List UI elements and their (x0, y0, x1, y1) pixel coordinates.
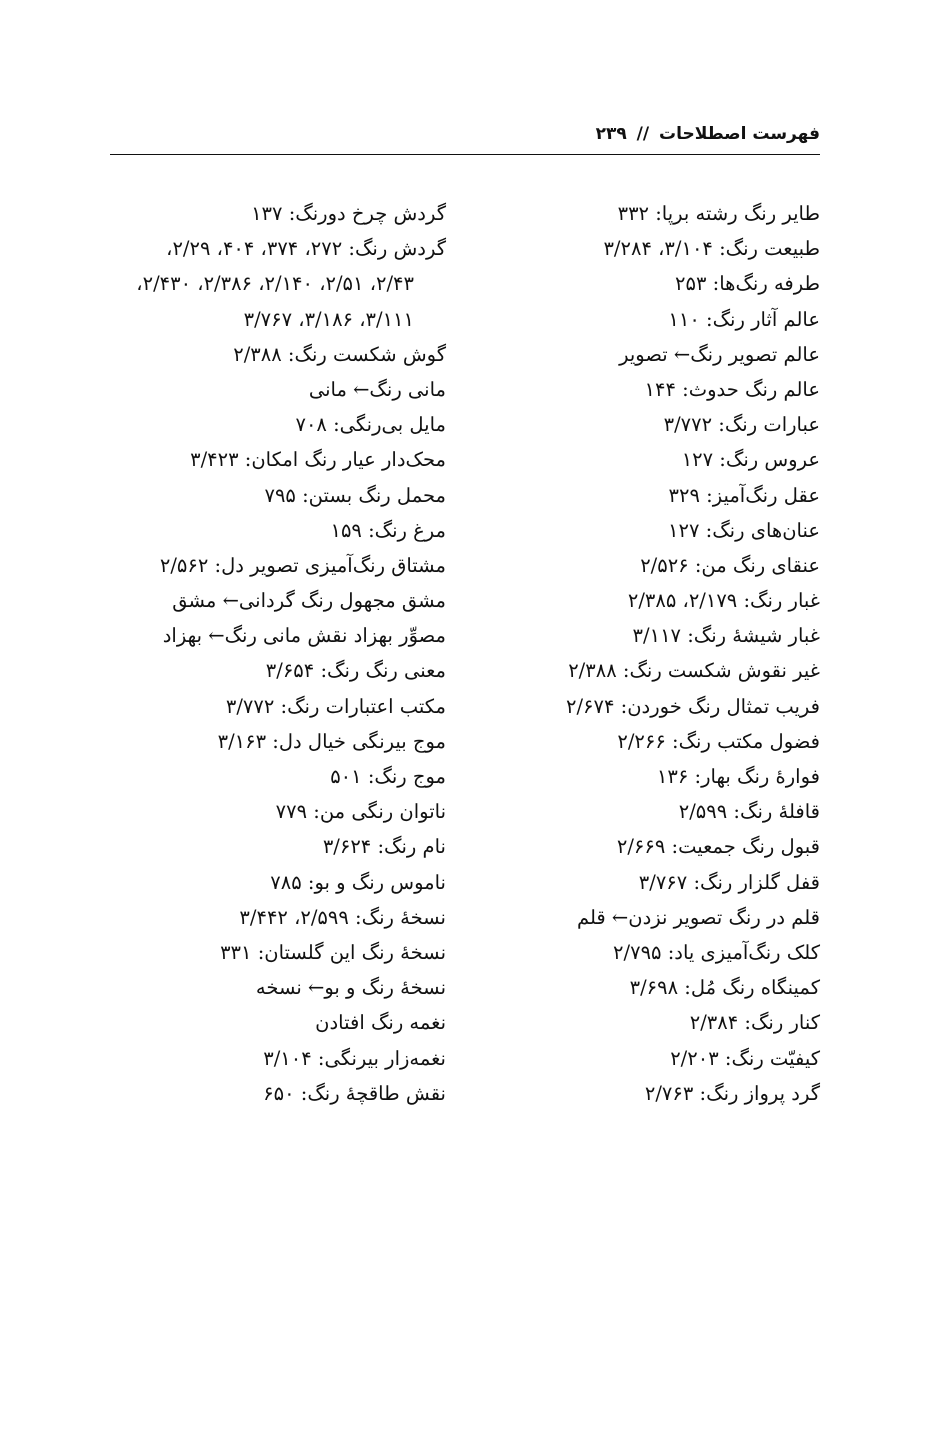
index-column-left (96, 196, 446, 1111)
index-entry: طبیعت رنگ: ۳/۱۰۴، ۳/۲۸۴ (603, 237, 820, 261)
index-entry: عالم تصویر رنگ← تصویر (619, 342, 820, 366)
index-entry: گوش شکست رنگ: ۲/۳۸۸ (233, 342, 446, 366)
index-entry: ناتوان رنگی من: ۷۷۹ (275, 800, 446, 824)
index-entry: معنی رنگ رنگ: ۳/۶۵۴ (265, 659, 446, 683)
index-entry: عقل رنگ‌آمیز: ۳۲۹ (668, 483, 820, 507)
index-entry: فوارهٔ رنگ بهار: ۱۳۶ (656, 765, 820, 788)
index-entry: مشتاق رنگ‌آمیزی تصویر دل: ۲/۵۶۲ (159, 553, 446, 577)
index-entry: مایل بی‌رنگی: ۷۰۸ (295, 413, 446, 437)
index-entry: طایر رنگ رشته برپا: ۳۳۲ (617, 202, 820, 225)
index-entry: عنقای رنگ من: ۲/۵۲۶ (640, 553, 820, 577)
running-head-title: فهرست اصطلاحات (658, 124, 820, 144)
index-entry: مصوِّر بهزاد نقش مانی رنگ← بهزاد (162, 624, 446, 648)
page-number: ۲۳۹ (595, 124, 627, 144)
index-entry: نسخهٔ رنگ: ۲/۵۹۹، ۳/۴۴۲ (239, 905, 446, 929)
index-entry: کمینگاه رنگ مُل: ۳/۶۹۸ (629, 976, 820, 1000)
index-entry: کیفیّت رنگ: ۲/۲۰۳ (670, 1046, 820, 1070)
index-column-right (490, 196, 820, 1111)
index-entry: غیر نقوش شکست رنگ: ۲/۳۸۸ (568, 659, 820, 683)
index-entry: ناموس رنگ و بو: ۷۸۵ (270, 870, 446, 894)
index-entry: غبار شیشهٔ رنگ: ۳/۱۱۷ (632, 624, 820, 648)
index-entry: گردش رنگ: ۲۷۲، ۳۷۴، ۴۰۴، ۲/۲۹، (166, 237, 446, 261)
index-entry: عبارات رنگ: ۳/۷۷۲ (663, 413, 820, 437)
index-entry: قبول رنگ جمعیت: ۲/۶۶۹ (616, 835, 820, 859)
index-entry: مکتب اعتبارات رنگ: ۳/۷۷۲ (225, 694, 446, 718)
index-entry: کلک رنگ‌آمیزی یاد: ۲/۷۹۵ (613, 940, 820, 964)
index-entry: کنار رنگ: ۲/۳۸۴ (689, 1011, 820, 1035)
index-entry: نسخهٔ رنگ این گلستان: ۳۳۱ (220, 940, 446, 964)
index-entry: موج رنگ: ۵۰۱ (330, 765, 446, 788)
index-entry-continuation: ۳/۱۱۱، ۳/۱۸۶، ۳/۷۶۷ (243, 307, 414, 331)
index-entry: گردش چرخ دورنگ: ۱۳۷ (251, 202, 446, 225)
index-entry: طرفه رنگ‌ها: ۲۵۳ (675, 272, 820, 296)
index-entry: قافلهٔ رنگ: ۲/۵۹۹ (678, 800, 820, 824)
index-entry: موج بیرنگی خیال دل: ۳/۱۶۳ (217, 729, 446, 753)
index-entry: مشق مجهول رنگ گردانی← مشق (172, 589, 446, 613)
running-head (110, 120, 820, 156)
index-entry: عروس رنگ: ۱۲۷ (681, 448, 820, 472)
header-rule (110, 154, 820, 155)
index-entry: نغمه رنگ افتادن (315, 1011, 446, 1035)
index-entry: فریب تمثال رنگ خوردن: ۲/۶۷۴ (565, 694, 820, 718)
index-entry: قفل گلزار رنگ: ۳/۷۶۷ (638, 870, 820, 894)
running-head-separator: // (636, 124, 650, 144)
index-entry: محک‌دار عیار رنگ امکان: ۳/۴۲۳ (190, 448, 446, 472)
index-entry: نام رنگ: ۳/۶۲۴ (322, 835, 446, 859)
index-entry: عنان‌های رنگ: ۱۲۷ (668, 518, 820, 542)
index-entry: فضول مکتب رنگ: ۲/۲۶۶ (617, 729, 820, 753)
index-entry: نقش طاقچهٔ رنگ: ۶۵۰ (263, 1081, 446, 1105)
index-entry: محمل رنگ بستن: ۷۹۵ (264, 483, 446, 507)
index-entry-continuation: ۲/۴۳، ۲/۵۱، ۲/۱۴۰، ۲/۳۸۶، ۲/۴۳۰، (136, 272, 414, 296)
index-entry: عالم آثار رنگ: ۱۱۰ (668, 307, 820, 331)
index-entry: گرد پرواز رنگ: ۲/۷۶۳ (644, 1081, 820, 1105)
index-entry: نسخهٔ رنگ و بو← نسخه (255, 976, 446, 1000)
index-entry: عالم رنگ حدوث: ۱۴۴ (644, 377, 820, 401)
index-entry: نغمه‌زار بیرنگی: ۳/۱۰۴ (263, 1046, 446, 1070)
index-entry: مانی رنگ← مانی (308, 377, 446, 401)
index-entry: قلم در رنگ تصویر نزدن← قلم (576, 905, 820, 929)
index-entry: مرغ رنگ: ۱۵۹ (330, 518, 446, 542)
index-entry: غبار رنگ: ۲/۱۷۹، ۲/۳۸۵ (627, 589, 820, 613)
